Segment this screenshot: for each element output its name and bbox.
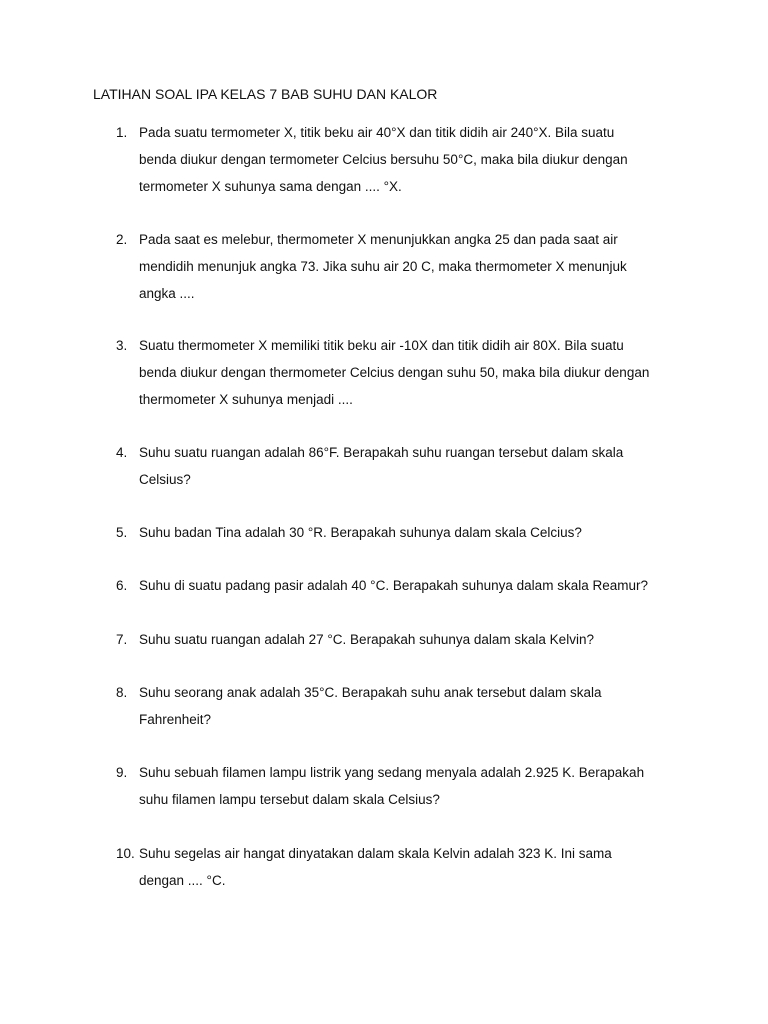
- question-number: 8.: [116, 685, 128, 700]
- question-item: [116, 627, 696, 654]
- question-line: Celsius?: [139, 471, 191, 487]
- question-number: 6.: [116, 578, 128, 593]
- question-number: 4.: [116, 445, 128, 460]
- question-line: Suhu suatu ruangan adalah 27 °C. Berapakah suhunya dalam skala Kelvin?: [139, 632, 594, 647]
- question-text: [139, 760, 696, 814]
- question-item: [116, 841, 696, 895]
- question-number: 9.: [116, 765, 128, 780]
- question-text: [139, 520, 696, 547]
- question-number: 3.: [116, 338, 128, 353]
- question-line: Suhu badan Tina adalah 30 °R. Berapakah suhunya dalam skala Celcius?: [139, 525, 582, 540]
- question-line: Pada suatu termometer X, titik beku air 40°X dan titik didih air 240°X. Bila suatu: [139, 125, 615, 140]
- question-line: mendidih menunjuk angka 73. Jika suhu air 20 C, maka thermometer X menunjuk: [139, 258, 627, 274]
- question-number: 1.: [116, 125, 128, 140]
- question-text: [139, 627, 696, 654]
- question-text: [139, 440, 696, 494]
- question-line: suhu filamen lampu tersebut dalam skala Celsius?: [139, 791, 440, 807]
- question-text: [139, 227, 696, 307]
- question-item: [116, 333, 696, 413]
- question-line: Suhu di suatu padang pasir adalah 40 °C. Berapakah suhunya dalam skala Reamur?: [139, 578, 648, 593]
- question-number: 2.: [116, 232, 128, 247]
- question-line: Suhu segelas air hangat dinyatakan dalam skala Kelvin adalah 323 K. Ini sama: [139, 846, 612, 861]
- question-item: [116, 520, 696, 547]
- question-text: [139, 841, 696, 895]
- question-item: [116, 227, 696, 307]
- question-item: [116, 573, 696, 600]
- question-line: Fahrenheit?: [139, 711, 212, 727]
- question-text: [139, 573, 696, 600]
- question-number: 5.: [116, 525, 128, 540]
- question-text: [139, 120, 696, 200]
- question-line: benda diukur dengan thermometer Celcius dengan suhu 50, maka bila diukur dengan: [139, 364, 650, 380]
- question-line: Suhu suatu ruangan adalah 86°F. Berapakah suhu ruangan tersebut dalam skala: [139, 445, 624, 460]
- question-text: [139, 680, 696, 734]
- question-text: [139, 333, 696, 413]
- question-number: 10.: [116, 846, 135, 861]
- question-item: [116, 760, 696, 814]
- document-title: LATIHAN SOAL IPA KELAS 7 BAB SUHU DAN KALOR: [93, 86, 438, 102]
- question-line: angka ....: [139, 285, 195, 301]
- question-item: [116, 120, 696, 200]
- question-line: Pada saat es melebur, thermometer X menunjukkan angka 25 dan pada saat air: [139, 232, 618, 247]
- question-line: dengan .... °C.: [139, 872, 226, 888]
- question-number: 7.: [116, 632, 128, 647]
- question-line: benda diukur dengan termometer Celcius bersuhu 50°C, maka bila diukur dengan: [139, 151, 628, 167]
- question-line: termometer X suhunya sama dengan .... °X.: [139, 178, 402, 194]
- question-item: [116, 680, 696, 734]
- question-line: Suhu seorang anak adalah 35°C. Berapakah suhu anak tersebut dalam skala: [139, 685, 602, 700]
- question-line: thermometer X suhunya menjadi ....: [139, 391, 353, 407]
- question-line: Suhu sebuah filamen lampu listrik yang sedang menyala adalah 2.925 K. Berapakah: [139, 765, 645, 780]
- question-item: [116, 440, 696, 494]
- question-line: Suatu thermometer X memiliki titik beku air -10X dan titik didih air 80X. Bila suatu: [139, 338, 624, 353]
